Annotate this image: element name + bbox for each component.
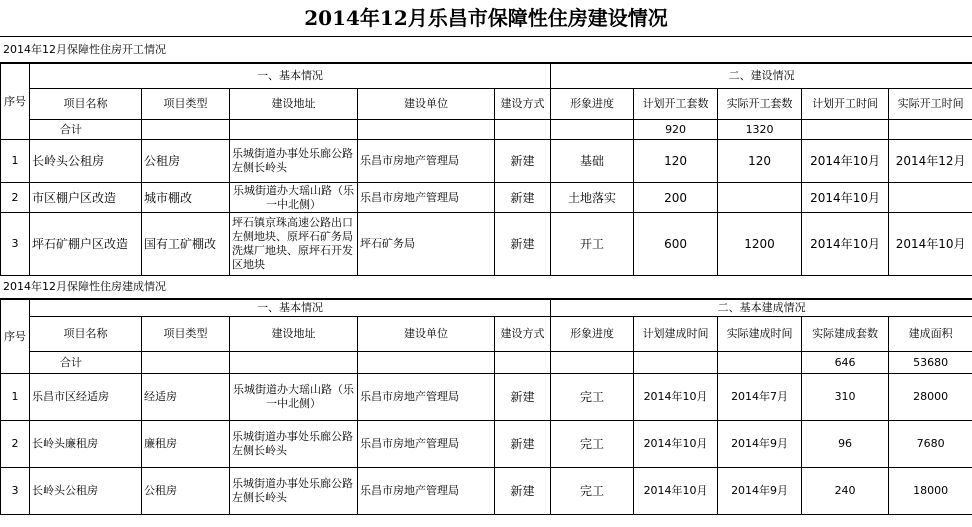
row-seq: 1 xyxy=(1,140,30,183)
total-label: 合计 xyxy=(30,352,142,374)
row-actual-units: 240 xyxy=(802,468,889,515)
col-header-actual-time: 实际开工时间 xyxy=(889,89,972,120)
row-actual-units: 96 xyxy=(802,421,889,468)
total-row xyxy=(1,352,972,374)
col-header-method: 建设方式 xyxy=(495,89,551,120)
row-builder: 坪石矿务局 xyxy=(358,213,495,276)
row-progress: 完工 xyxy=(551,374,634,421)
column-header-row xyxy=(1,89,972,120)
col-header-name: 项目名称 xyxy=(30,89,142,120)
row-actual-time xyxy=(889,183,972,213)
row-plan-time: 2014年10月 xyxy=(634,374,718,421)
row-address: 乐城街道办大瑶山路（乐一中北侧） xyxy=(230,183,358,213)
col-header-actual-time: 实际建成时间 xyxy=(718,317,802,352)
row-builder: 乐昌市房地产管理局 xyxy=(358,468,495,515)
row-builder: 乐昌市房地产管理局 xyxy=(358,421,495,468)
row-method: 新建 xyxy=(495,374,551,421)
group-basic-header: 一、基本情况 xyxy=(30,300,551,317)
row-type: 廉租房 xyxy=(142,421,230,468)
row-method: 新建 xyxy=(495,213,551,276)
section-heading-start: 2014年12月保障性住房开工情况 xyxy=(0,37,972,63)
table-row xyxy=(1,374,972,421)
group-build-header: 二、建设情况 xyxy=(551,64,972,89)
row-type: 公租房 xyxy=(142,468,230,515)
seq-header: 序号 xyxy=(1,64,30,140)
page-title: 2014年12月乐昌市保障性住房建设情况 xyxy=(0,0,972,37)
seq-header: 序号 xyxy=(1,300,30,374)
row-seq: 2 xyxy=(1,183,30,213)
col-header-actual-units: 实际开工套数 xyxy=(718,89,802,120)
col-header-progress: 形象进度 xyxy=(551,317,634,352)
row-seq: 1 xyxy=(1,374,30,421)
group-header-row xyxy=(1,64,972,89)
row-address: 乐城街道办事处乐廊公路左侧长岭头 xyxy=(230,140,358,183)
column-header-row xyxy=(1,317,972,352)
row-actual-units xyxy=(718,183,802,213)
row-actual-time: 2014年12月 xyxy=(889,140,972,183)
col-header-address: 建设地址 xyxy=(230,317,358,352)
row-plan-units: 120 xyxy=(634,140,718,183)
row-area: 28000 xyxy=(889,374,972,421)
total-actual-units: 646 xyxy=(802,352,889,374)
row-type: 经适房 xyxy=(142,374,230,421)
row-area: 7680 xyxy=(889,421,972,468)
row-builder: 乐昌市房地产管理局 xyxy=(358,140,495,183)
row-name: 长岭头公租房 xyxy=(30,468,142,515)
total-area: 53680 xyxy=(889,352,972,374)
col-header-builder: 建设单位 xyxy=(358,317,495,352)
row-actual-time: 2014年10月 xyxy=(889,213,972,276)
group-build-header: 二、基本建成情况 xyxy=(551,300,972,317)
complete-table xyxy=(0,299,972,515)
row-name: 乐昌市区经适房 xyxy=(30,374,142,421)
row-actual-units: 310 xyxy=(802,374,889,421)
row-progress: 土地落实 xyxy=(551,183,634,213)
row-actual-time: 2014年7月 xyxy=(718,374,802,421)
col-header-plan-units: 计划开工套数 xyxy=(634,89,718,120)
table-row xyxy=(1,140,972,183)
col-header-builder: 建设单位 xyxy=(358,89,495,120)
row-actual-units: 120 xyxy=(718,140,802,183)
total-plan-units: 920 xyxy=(634,120,718,140)
total-actual-units: 1320 xyxy=(718,120,802,140)
total-row xyxy=(1,120,972,140)
row-address: 坪石镇京珠高速公路出口左侧地块、原坪石矿务局洗煤厂地块、原坪石开发区地块 xyxy=(230,213,358,276)
row-actual-time: 2014年9月 xyxy=(718,468,802,515)
row-builder: 乐昌市房地产管理局 xyxy=(358,374,495,421)
row-actual-units: 1200 xyxy=(718,213,802,276)
row-name: 长岭头公租房 xyxy=(30,140,142,183)
table-row xyxy=(1,183,972,213)
table-row xyxy=(1,421,972,468)
row-plan-time: 2014年10月 xyxy=(634,421,718,468)
col-header-address: 建设地址 xyxy=(230,89,358,120)
row-progress: 完工 xyxy=(551,468,634,515)
row-plan-time: 2014年10月 xyxy=(802,140,889,183)
row-method: 新建 xyxy=(495,468,551,515)
col-header-progress: 形象进度 xyxy=(551,89,634,120)
row-address: 乐城街道办事处乐廊公路左侧长岭头 xyxy=(230,468,358,515)
row-name: 坪石矿棚户区改造 xyxy=(30,213,142,276)
row-type: 城市棚改 xyxy=(142,183,230,213)
row-area: 18000 xyxy=(889,468,972,515)
row-seq: 3 xyxy=(1,468,30,515)
col-header-method: 建设方式 xyxy=(495,317,551,352)
row-plan-units: 200 xyxy=(634,183,718,213)
row-method: 新建 xyxy=(495,140,551,183)
col-header-type: 项目类型 xyxy=(142,89,230,120)
row-actual-time: 2014年9月 xyxy=(718,421,802,468)
row-seq: 3 xyxy=(1,213,30,276)
row-method: 新建 xyxy=(495,421,551,468)
col-header-area: 建成面积 xyxy=(889,317,972,352)
row-name: 长岭头廉租房 xyxy=(30,421,142,468)
group-header-row xyxy=(1,300,972,317)
col-header-plan-time: 计划建成时间 xyxy=(634,317,718,352)
table-row xyxy=(1,468,972,515)
row-seq: 2 xyxy=(1,421,30,468)
col-header-name: 项目名称 xyxy=(30,317,142,352)
row-plan-time: 2014年10月 xyxy=(802,213,889,276)
row-progress: 基础 xyxy=(551,140,634,183)
row-address: 乐城街道办大瑶山路（乐一中北侧） xyxy=(230,374,358,421)
row-plan-time: 2014年10月 xyxy=(802,183,889,213)
col-header-actual-units: 实际建成套数 xyxy=(802,317,889,352)
row-progress: 完工 xyxy=(551,421,634,468)
table-row xyxy=(1,213,972,276)
row-type: 国有工矿棚改 xyxy=(142,213,230,276)
row-plan-time: 2014年10月 xyxy=(634,468,718,515)
row-method: 新建 xyxy=(495,183,551,213)
row-builder: 乐昌市房地产管理局 xyxy=(358,183,495,213)
group-basic-header: 一、基本情况 xyxy=(30,64,551,89)
row-progress: 开工 xyxy=(551,213,634,276)
section-heading-complete: 2014年12月保障性住房建成情况 xyxy=(0,276,972,299)
row-name: 市区棚户区改造 xyxy=(30,183,142,213)
col-header-type: 项目类型 xyxy=(142,317,230,352)
col-header-plan-time: 计划开工时间 xyxy=(802,89,889,120)
total-label: 合计 xyxy=(30,120,142,140)
start-table xyxy=(0,63,972,276)
row-type: 公租房 xyxy=(142,140,230,183)
row-plan-units: 600 xyxy=(634,213,718,276)
row-address: 乐城街道办事处乐廊公路左侧长岭头 xyxy=(230,421,358,468)
